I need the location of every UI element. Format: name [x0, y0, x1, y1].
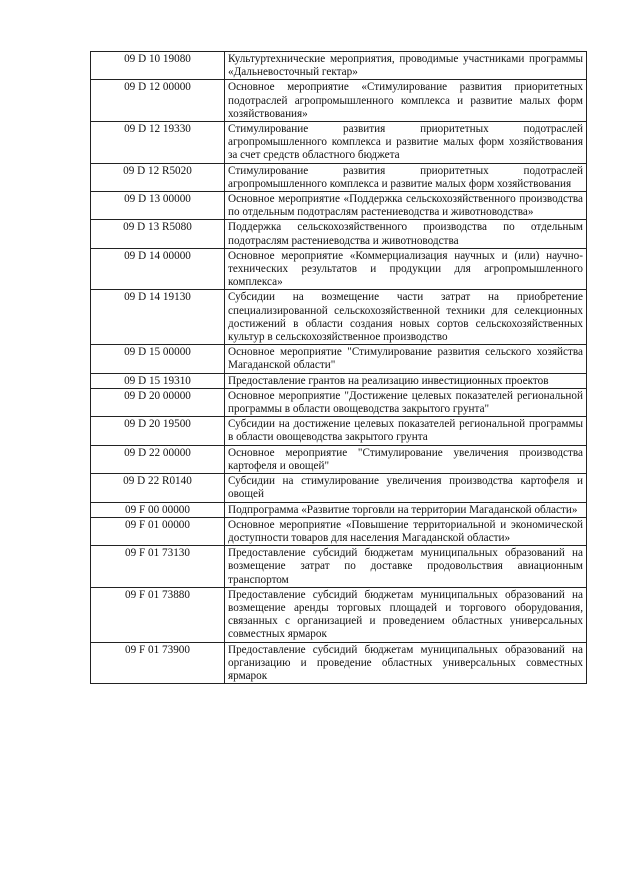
description-cell: Стимулирование развития приоритетных подотраслей агропромышленного комплекса и развитие малых форм хозяйствования [225, 163, 587, 191]
table-row [91, 642, 587, 684]
description-cell: Предоставление субсидий бюджетам муниципальных образований на возмещение затрат по доставке продовольствия авиационным транспортом [225, 546, 587, 588]
table-row [91, 52, 587, 80]
description-cell: Предоставление субсидий бюджетам муниципальных образований на организацию и проведение областных универсальных совместных ярмарок [225, 642, 587, 684]
code-cell: 09 D 15 19310 [91, 373, 225, 388]
code-cell: 09 D 10 19080 [91, 52, 225, 80]
description-cell: Стимулирование развития приоритетных подотраслей агропромышленного комплекса и развитие малых форм хозяйствования за счет средств областного бюджета [225, 122, 587, 164]
code-cell: 09 D 12 19330 [91, 122, 225, 164]
description-cell: Основное мероприятие "Стимулирование развития сельского хозяйства Магаданской области" [225, 345, 587, 373]
table-row [91, 388, 587, 416]
description-cell: Предоставление субсидий бюджетам муниципальных образований на возмещение аренды торговых площадей и торгового оборудования, связанных с организацией и проведением областных универсальных совместных ярмарок [225, 587, 587, 642]
description-cell: Подпрограмма «Развитие торговли на территории Магаданской области» [225, 502, 587, 517]
table-row [91, 290, 587, 345]
description-cell: Основное мероприятие "Стимулирование увеличения производства картофеля и овощей" [225, 445, 587, 473]
code-cell: 09 D 14 19130 [91, 290, 225, 345]
description-cell: Основное мероприятие «Стимулирование развития приоритетных подотраслей агропромышленного комплекса и развитие малых форм хозяйствования» [225, 80, 587, 122]
table-row [91, 445, 587, 473]
table-row [91, 502, 587, 517]
description-cell: Основное мероприятие "Достижение целевых показателей региональной программы в области овощеводства закрытого грунта" [225, 388, 587, 416]
code-cell: 09 D 20 19500 [91, 417, 225, 445]
description-cell: Поддержка сельскохозяйственного производства по отдельным подотраслям растениеводства и животноводства [225, 220, 587, 248]
code-cell: 09 F 01 00000 [91, 517, 225, 545]
table-row [91, 192, 587, 220]
description-cell: Субсидии на возмещение части затрат на приобретение специализированной сельскохозяйственной техники для селекционных достижений в области создания новых сортов сельскохозяйственных культур в сельскохозяйственное производство [225, 290, 587, 345]
description-cell: Основное мероприятие «Повышение территориальной и экономической доступности товаров для населения Магаданской области» [225, 517, 587, 545]
table-row [91, 220, 587, 248]
description-cell: Субсидии на стимулирование увеличения производства картофеля и овощей [225, 474, 587, 502]
code-cell: 09 F 00 00000 [91, 502, 225, 517]
code-cell: 09 F 01 73130 [91, 546, 225, 588]
budget-classification-table [90, 51, 587, 684]
code-cell: 09 D 20 00000 [91, 388, 225, 416]
code-cell: 09 D 14 00000 [91, 248, 225, 290]
table-row [91, 345, 587, 373]
table-row [91, 417, 587, 445]
table-row [91, 546, 587, 588]
description-cell: Основное мероприятие «Коммерциализация научных и (или) научно-технических результатов и продукции для агропромышленного комплекса» [225, 248, 587, 290]
description-cell: Основное мероприятие «Поддержка сельскохозяйственного производства по отдельным подотраслям растениеводства и животноводства» [225, 192, 587, 220]
table-row [91, 587, 587, 642]
code-cell: 09 D 22 R0140 [91, 474, 225, 502]
description-cell: Предоставление грантов на реализацию инвестиционных проектов [225, 373, 587, 388]
code-cell: 09 D 13 R5080 [91, 220, 225, 248]
code-cell: 09 D 12 R5020 [91, 163, 225, 191]
code-cell: 09 D 12 00000 [91, 80, 225, 122]
table-row [91, 122, 587, 164]
table-row [91, 517, 587, 545]
code-cell: 09 F 01 73900 [91, 642, 225, 684]
description-cell: Культуртехнические мероприятия, проводимые участниками программы «Дальневосточный гектар» [225, 52, 587, 80]
code-cell: 09 F 01 73880 [91, 587, 225, 642]
code-cell: 09 D 15 00000 [91, 345, 225, 373]
description-cell: Субсидии на достижение целевых показателей региональной программы в области овощеводства закрытого грунта [225, 417, 587, 445]
code-cell: 09 D 22 00000 [91, 445, 225, 473]
table-row [91, 80, 587, 122]
code-cell: 09 D 13 00000 [91, 192, 225, 220]
table-row [91, 163, 587, 191]
table-row [91, 373, 587, 388]
table-row [91, 248, 587, 290]
table-row [91, 474, 587, 502]
